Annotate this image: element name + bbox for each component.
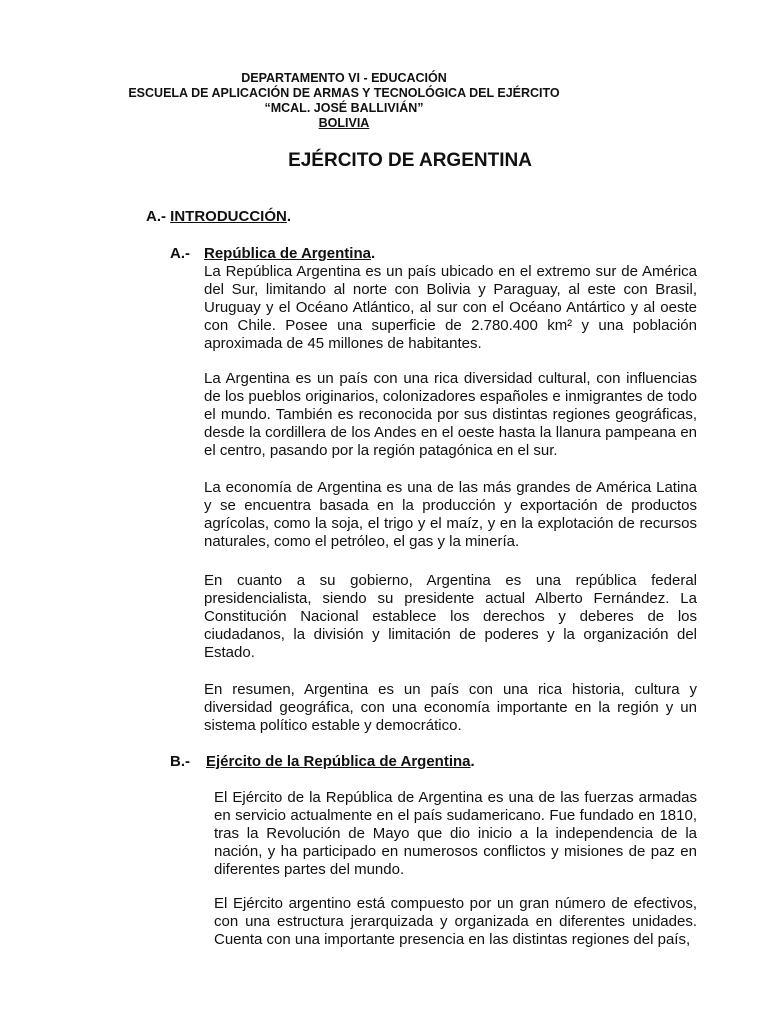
section-b-title [206,753,475,770]
intro-punct: . [286,208,292,225]
school-name-line: “MCAL. JOSÉ BALLIVIÁN” [264,101,424,115]
intro-heading [146,208,291,225]
section-a-title-text: República de Argentina [204,245,371,262]
school-line: ESCUELA DE APLICACIÓN DE ARMAS Y TECNOLÓGICA DEL EJÉRCITO [128,86,560,100]
country-line: BOLIVIA [318,116,370,130]
section-a-paragraph: La Argentina es un país con una rica diversidad cultural, con influencias de los pueblos originarios, colonizadores españoles e inmigrantes de todo el mundo. También es reconocida por sus distintas regiones geográficas, desde la cordillera de los Andes en el oeste hasta la llanura pampeana en el centro, pasando por la región patagónica en el sur. [204,370,697,459]
section-b-label: B.- [170,753,190,770]
section-a-label: A.- [170,245,190,262]
section-a-paragraph: En cuanto a su gobierno, Argentina es una república federal presidencialista, siendo su presidente actual Alberto Fernández. La Constitución Nacional establece los derechos y deberes de los ciudadanos, la división y limitación de poderes y la organización del Estado. [204,572,697,661]
section-b-paragraph: El Ejército argentino está compuesto por un gran número de efectivos, con una estructura jerarquizada y organizada en diferentes unidades. Cuenta con una importante presencia en las distintas regiones del país, [214,895,697,948]
document-title: EJÉRCITO DE ARGENTINA [288,150,532,171]
section-a-paragraph: En resumen, Argentina es un país con una rica historia, cultura y diversidad geográfica, con una economía importante en la región y un sistema político estable y democrático. [204,681,697,734]
section-a-title [204,245,375,262]
section-a-paragraph: La República Argentina es un país ubicado en el extremo sur de América del Sur, limitando al norte con Bolivia y Paraguay, al este con Brasil, Uruguay y el Océano Atlántico, al sur con el Océano Antártico y al oeste con Chile. Posee una superficie de 2.780.400 km² y una población aproximada de 45 millones de habitantes. [204,263,697,352]
section-b-title-text: Ejército de la República de Argentina [206,753,471,770]
institution-header [0,71,688,131]
intro-title: INTRODUCCIÓN [170,208,287,225]
section-b-title-punct: . [470,753,475,770]
department-line: DEPARTAMENTO VI - EDUCACIÓN [241,71,447,85]
section-a-title-punct: . [370,245,376,262]
section-a-paragraph: La economía de Argentina es una de las más grandes de América Latina y se encuentra basada en la producción y exportación de productos agrícolas, como la soja, el trigo y el maíz, y en la explotación de recursos naturales, como el petróleo, el gas y la minería. [204,479,697,550]
intro-label: A.- [146,208,166,225]
section-b-paragraph: El Ejército de la República de Argentina es una de las fuerzas armadas en servicio actualmente en el país sudamericano. Fue fundado en 1810, tras la Revolución de Mayo que dio inicio a la independencia de la nación, y ha participado en numerosos conflictos y misiones de paz en diferentes partes del mundo. [214,789,697,878]
